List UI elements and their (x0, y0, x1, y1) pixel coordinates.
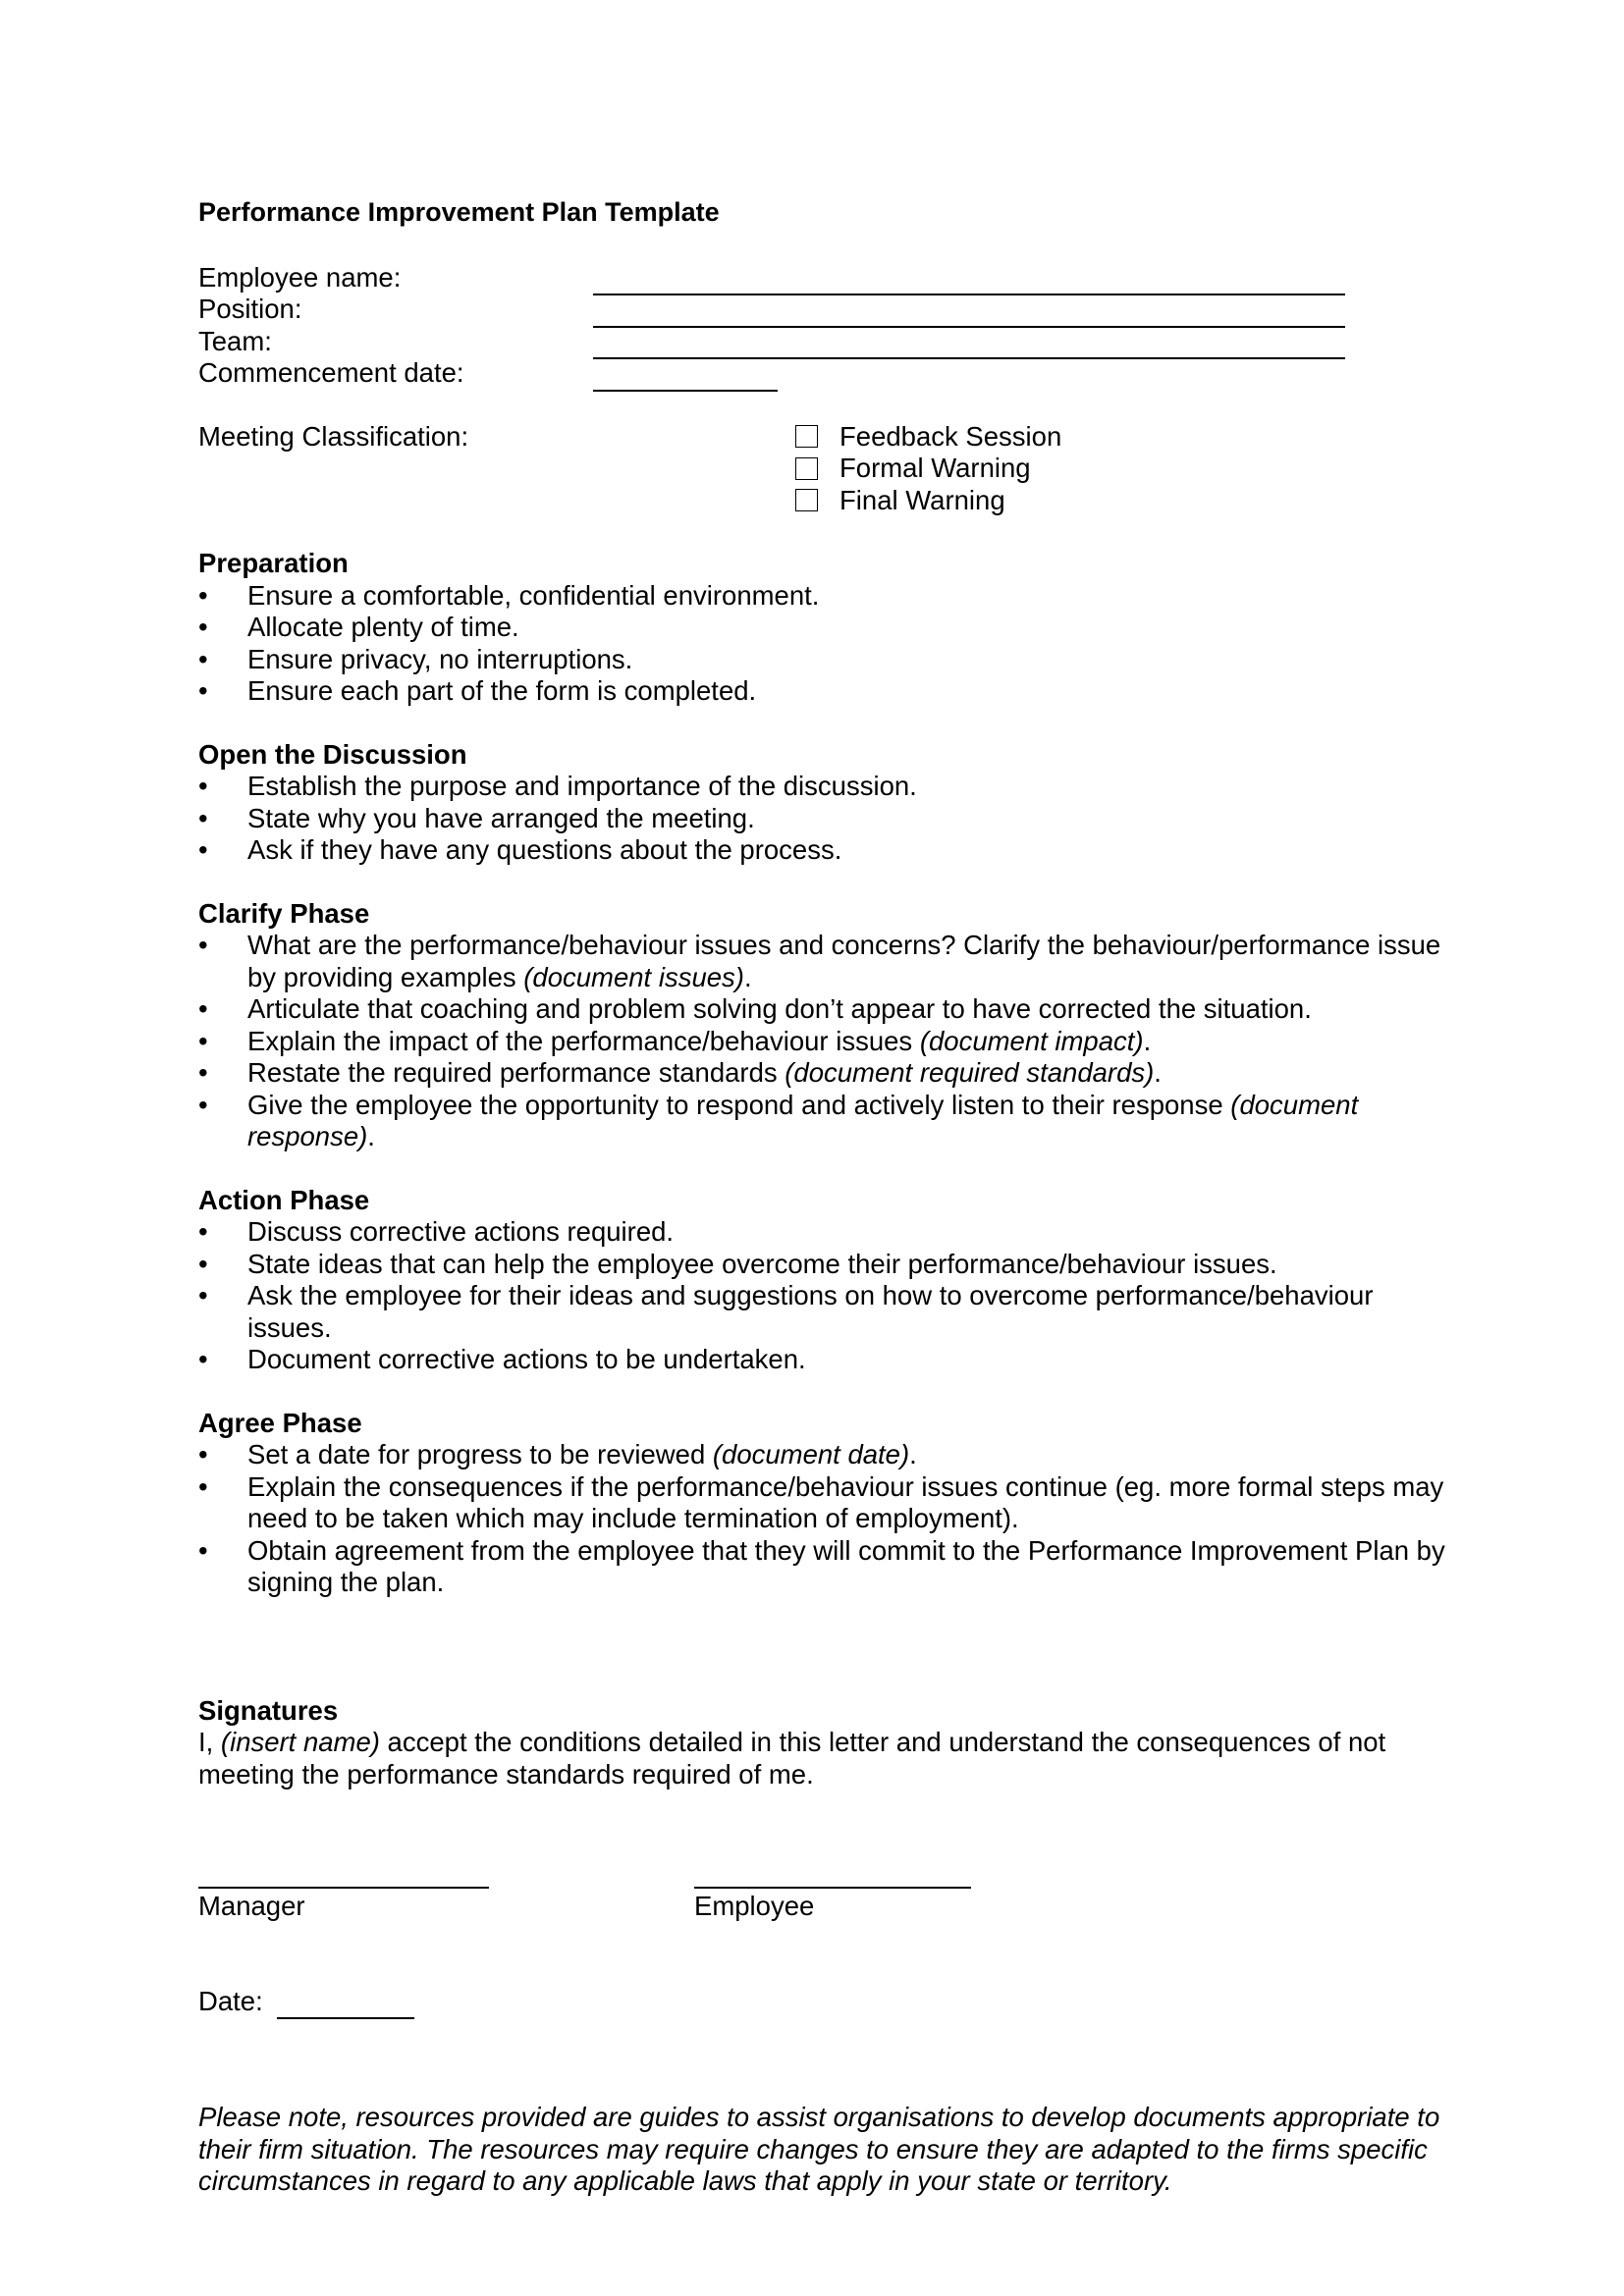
list-item: • Ask if they have any questions about the process. (198, 834, 1445, 867)
team-field[interactable] (593, 332, 1345, 359)
list-item-text: Give the employee the opportunity to respond and actively listen to their response (247, 1089, 1231, 1120)
final-warning-label: Final Warning (839, 484, 1005, 515)
employee-name-field[interactable] (593, 268, 1345, 295)
list-item: • Document corrective actions to be undertaken. (198, 1344, 1445, 1376)
list-item: • Ensure each part of the form is completed. (198, 675, 1445, 708)
bullet-list (198, 771, 1445, 867)
list-item-text: What are the performance/behaviour issues and concerns? Clarify the behaviour/performance issue by providing examples (247, 930, 1441, 992)
list-item: • Discuss corrective actions required. (198, 1216, 1445, 1249)
list-item (198, 1535, 1445, 1599)
disclaimer-note: Please note, resources provided are guides to assist organisations to develop documents appropriate to their firm situation. The resources may require changes to ensure they are adapted to the firms specific circumstances in regard to any applicable laws that apply in your state or territory. (198, 2102, 1440, 2196)
list-item (198, 1026, 1445, 1058)
document-page (198, 196, 1445, 2198)
formal-warning-label: Formal Warning (839, 453, 1031, 483)
signatures-section (198, 1695, 1445, 2018)
section-open-discussion (198, 739, 1445, 867)
list-item: • Establish the purpose and importance of the discussion. (198, 771, 1445, 803)
formal-warning-checkbox[interactable] (795, 457, 818, 480)
list-item-note: (document required standards) (785, 1057, 1155, 1088)
team-label: Team: (198, 325, 272, 356)
list-item-text: Explain the impact of the performance/behaviour issues (247, 1025, 920, 1056)
employee-signature-field[interactable] (694, 1887, 971, 1889)
feedback-session-label: Feedback Session (839, 420, 1062, 452)
list-item: • Allocate plenty of time. (198, 612, 1445, 644)
list-item (198, 930, 1445, 993)
manager-signature-block (198, 1887, 694, 1923)
position-row (198, 294, 1445, 326)
list-item: • State ideas that can help the employee overcome their performance/behaviour issues. (198, 1249, 1445, 1281)
list-item-tail: . (743, 961, 752, 992)
option-formal-warning (795, 453, 1061, 485)
manager-label: Manager (198, 1891, 305, 1921)
classification-options (795, 421, 1061, 517)
statement-end: accept the conditions detailed in this letter and understand the consequences of not meeting the performance standards required of me. (198, 1727, 1386, 1789)
date-field[interactable] (277, 1992, 414, 2019)
commencement-date-label: Commencement date: (198, 357, 464, 388)
commencement-date-field[interactable] (593, 364, 778, 392)
list-item-text: Restate the required performance standards (247, 1057, 785, 1088)
section-agree-phase (198, 1408, 1445, 1599)
employee-label: Employee (694, 1891, 815, 1921)
final-warning-checkbox[interactable] (795, 489, 818, 511)
feedback-session-checkbox[interactable] (795, 425, 818, 448)
list-item (198, 1057, 1445, 1090)
list-item (198, 993, 1445, 1026)
section-heading: Action Phase (198, 1184, 370, 1215)
list-item: • Ensure privacy, no interruptions. (198, 644, 1445, 676)
employee-name-label: Employee name: (198, 261, 402, 293)
insert-name-placeholder: (insert name) (220, 1727, 380, 1757)
section-heading: Open the Discussion (198, 738, 467, 770)
section-heading: Preparation (198, 548, 349, 578)
list-item-tail: . (1154, 1057, 1162, 1088)
position-label: Position: (198, 294, 302, 324)
list-item-note: (document issues) (523, 961, 744, 992)
section-heading: Clarify Phase (198, 897, 370, 929)
employee-signature-block (694, 1887, 971, 1923)
list-item-text: Set a date for progress to be reviewed (247, 1439, 713, 1469)
list-item: • Ask the employee for their ideas and suggestions on how to overcome performance/behaviour issues. (198, 1280, 1445, 1344)
position-field[interactable] (593, 300, 1345, 328)
list-item (198, 1439, 1445, 1471)
statement-start: I, (198, 1727, 221, 1757)
date-label: Date: (198, 1985, 263, 2016)
team-row (198, 326, 1445, 358)
date-row (198, 1986, 1445, 2018)
list-item (198, 1471, 1445, 1535)
bullet-list (198, 1216, 1445, 1376)
document-title: Performance Improvement Plan Template (198, 197, 720, 227)
list-item-text: Explain the consequences if the performance/behaviour issues continue (eg. more formal steps may need to be taken which may include termination of employment). (247, 1470, 1444, 1533)
list-item-note: (document date) (712, 1439, 910, 1469)
signature-lines (198, 1887, 1445, 1923)
list-item-tail: . (1143, 1025, 1152, 1056)
section-heading: Agree Phase (198, 1407, 362, 1438)
employee-details (198, 262, 1445, 390)
option-feedback-session (795, 421, 1061, 454)
meeting-classification (198, 421, 1445, 517)
signature-statement (198, 1727, 1445, 1790)
list-item (198, 1090, 1445, 1153)
section-heading: Signatures (198, 1694, 339, 1726)
list-item-text: Obtain agreement from the employee that they will commit to the Performance Improvement Plan by signing the plan. (247, 1534, 1445, 1597)
list-item: • State why you have arranged the meeting. (198, 803, 1445, 835)
bullet-list (198, 580, 1445, 708)
list-item-tail: . (909, 1439, 917, 1469)
section-action-phase (198, 1185, 1445, 1376)
list-item-text: Articulate that coaching and problem solving don’t appear to have corrected the situation. (247, 993, 1312, 1024)
meeting-classification-label: Meeting Classification: (198, 420, 469, 452)
list-item-note: (document response) (247, 1089, 1359, 1151)
section-preparation (198, 548, 1445, 708)
list-item-tail: . (367, 1121, 375, 1151)
option-final-warning (795, 485, 1061, 517)
employee-name-row (198, 262, 1445, 294)
bullet-list (198, 1439, 1445, 1599)
list-item-note: (document impact) (919, 1025, 1144, 1056)
manager-signature-field[interactable] (198, 1887, 489, 1889)
section-clarify-phase (198, 898, 1445, 1153)
list-item: • Ensure a comfortable, confidential environment. (198, 580, 1445, 613)
commencement-date-row (198, 357, 1445, 390)
bullet-list (198, 930, 1445, 1153)
